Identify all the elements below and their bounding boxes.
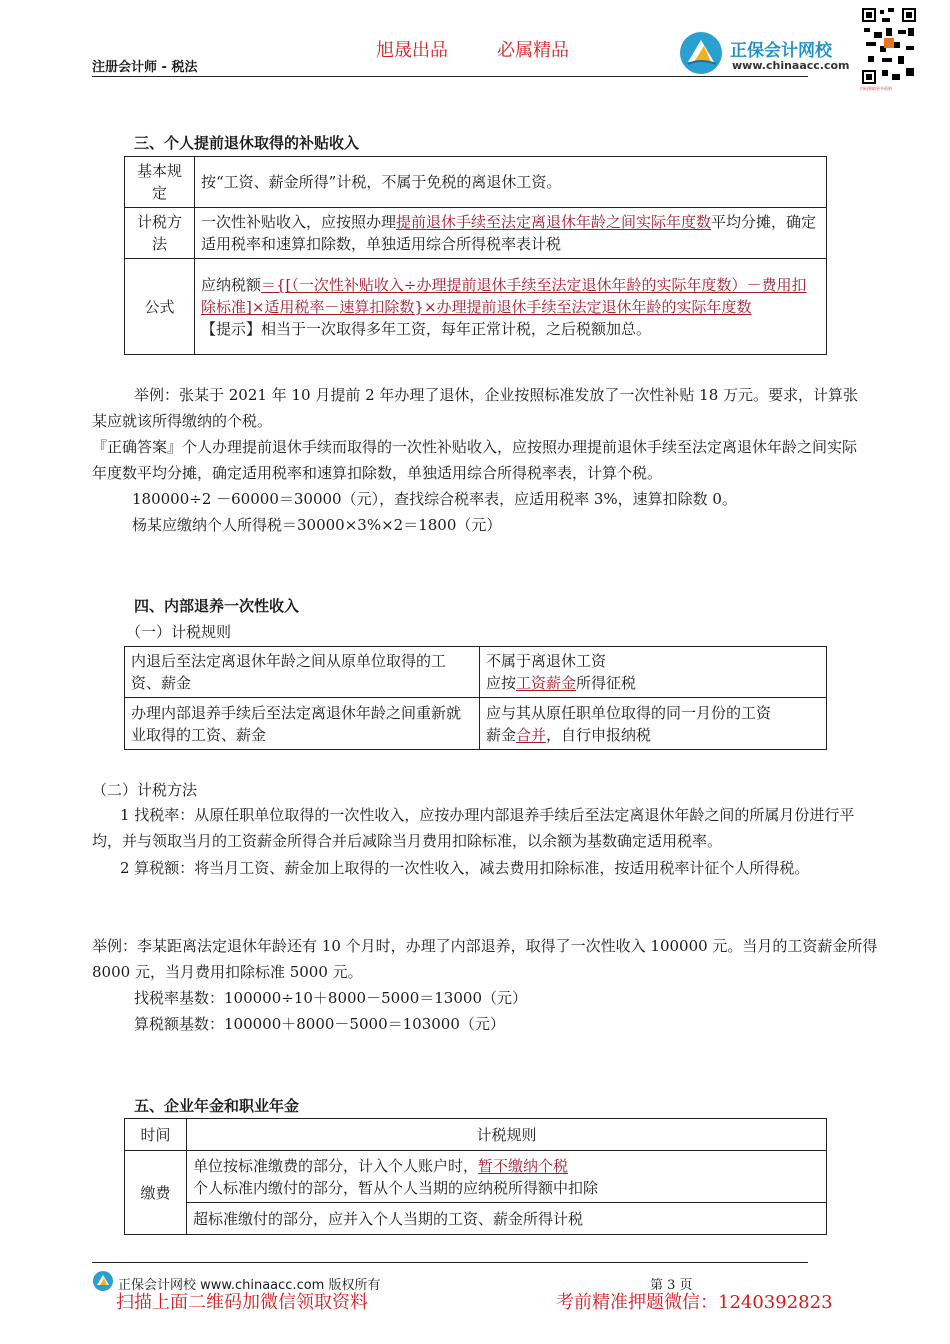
footer-copyright: 正保会计网校 www.chinaacc.com 版权所有 bbox=[118, 1278, 381, 1293]
header-slogan-1: 旭晟出品 bbox=[376, 40, 448, 61]
header-slogan-2: 必属精品 bbox=[497, 40, 569, 61]
s5-col-rules: 计税规则 bbox=[187, 1119, 827, 1151]
logo-url: www.chinaacc.com bbox=[732, 59, 850, 72]
footer-logo-icon bbox=[92, 1270, 114, 1292]
s3-row-method-content: 一次性补贴收入，应按照办理提前退休手续至法定离退休年龄之间实际年度数平均分摊，确定适用税率和速算扣除数，单独适用综合所得税率表计税 bbox=[195, 208, 827, 259]
s4-method-1: 1 找税率：从原任职单位取得的一次性收入，应按办理内部退养手续后至法定离退休年龄之间的所属月份进行平均，并与领取当月的工资薪金所得合并后减除当月费用扣除标准，以余额为基数确定适用税率。 bbox=[92, 806, 855, 850]
section3-table bbox=[124, 156, 827, 355]
s4-example: 举例：李某距离法定退休年龄还有 10 个月时，办理了内部退养，取得了一次性收入 100000 元。当月的工资薪金所得 8000 元，当月费用扣除标准 5000 元。 bbox=[92, 937, 878, 981]
s4-row1-left: 内退后至法定离退休年龄之间从原单位取得的工资、薪金 bbox=[125, 647, 480, 698]
section3-title: 三、个人提前退休取得的补贴收入 bbox=[134, 134, 360, 152]
s3-row-basic-content: 按“工资、薪金所得”计税，不属于免税的离退休工资。 bbox=[195, 157, 827, 208]
s3-row-method-label: 计税方法 bbox=[125, 208, 195, 259]
s4-row2-left: 办理内部退养手续后至法定离退休年龄之间重新就业取得的工资、薪金 bbox=[125, 698, 480, 750]
logo-icon bbox=[678, 30, 724, 76]
s5-col-time: 时间 bbox=[125, 1119, 187, 1151]
s4-row2-right: 应与其从原任职单位取得的同一月份的工资 薪金合并，自行申报纳税 bbox=[480, 698, 827, 750]
s4-method-2: 2 算税额：将当月工资、薪金加上取得的一次性收入，减去费用扣除标准，按适用税率计征个人所得税。 bbox=[120, 859, 810, 877]
qr-side-text: 扫码领取更多资料 bbox=[860, 86, 892, 91]
s3-answer: 『正确答案』个人办理提前退休手续而取得的一次性补贴收入，应按照办理提前退休手续至法定离退休年龄之间实际年度数平均分摊，确定适用税率和速算扣除数，单独适用综合所得税率表，计算个税。 bbox=[92, 438, 858, 482]
s4-calc-1: 找税率基数：100000÷10＋8000－5000＝13000（元） bbox=[134, 989, 527, 1007]
s4-sub-method: （二）计税方法 bbox=[92, 781, 198, 799]
s3-calc-1: 180000÷2 －60000＝30000（元），查找综合税率表，应适用税率 3%，速算扣除数 0。 bbox=[132, 490, 737, 508]
footer-promo-right: 考前精准押题微信：1240392823 bbox=[556, 1292, 833, 1313]
logo-text: 正保会计网校 bbox=[730, 41, 832, 61]
section5-table bbox=[124, 1118, 827, 1235]
header-subject: 注册会计师 - 税法 bbox=[92, 60, 198, 75]
qr-code bbox=[860, 6, 918, 86]
s3-row-basic-label: 基本规定 bbox=[125, 157, 195, 208]
footer-promo-left: 扫描上面二维码加微信领取资料 bbox=[116, 1292, 368, 1313]
s4-calc-2: 算税额基数：100000＋8000－5000＝103000（元） bbox=[134, 1015, 505, 1033]
s5-row-label: 缴费 bbox=[125, 1151, 187, 1235]
section4-title: 四、内部退养一次性收入 bbox=[134, 597, 300, 615]
s3-row-formula-content: 应纳税额＝{[（一次性补贴收入÷办理提前退休手续至法定退休年龄的实际年度数）－费用扣除标准]×适用税率－速算扣除数}×办理提前退休手续至法定退休年龄的实际年度数 【提示】相当于一次取得多年工资，每年正常计税，之后税额加总。 bbox=[195, 259, 827, 355]
s4-row1-right: 不属于离退休工资 应按工资薪金所得征税 bbox=[480, 647, 827, 698]
footer-rule bbox=[92, 1262, 808, 1263]
s5-row1: 单位按标准缴费的部分，计入个人账户时，暂不缴纳个税 个人标准内缴付的部分，暂从个人当期的应纳税所得额中扣除 bbox=[187, 1151, 827, 1203]
s5-row2: 超标准缴付的部分，应并入个人当期的工资、薪金所得计税 bbox=[187, 1203, 827, 1235]
s3-tip: 【提示】相当于一次取得多年工资，每年正常计税，之后税额加总。 bbox=[201, 319, 652, 338]
s3-row-formula-label: 公式 bbox=[125, 259, 195, 355]
header-rule bbox=[92, 76, 808, 77]
s4-sub-rules: （一）计税规则 bbox=[126, 623, 232, 641]
s3-calc-2: 杨某应缴纳个人所得税＝30000×3%×2＝1800（元） bbox=[132, 516, 502, 534]
section5-title: 五、企业年金和职业年金 bbox=[134, 1097, 300, 1115]
footer-page: 第 3 页 bbox=[650, 1278, 693, 1293]
s3-example: 举例：张某于 2021 年 10 月提前 2 年办理了退休，企业按照标准发放了一次性补贴 18 万元。要求，计算张某应就该所得缴纳的个税。 bbox=[92, 386, 859, 430]
section4-table bbox=[124, 646, 827, 750]
